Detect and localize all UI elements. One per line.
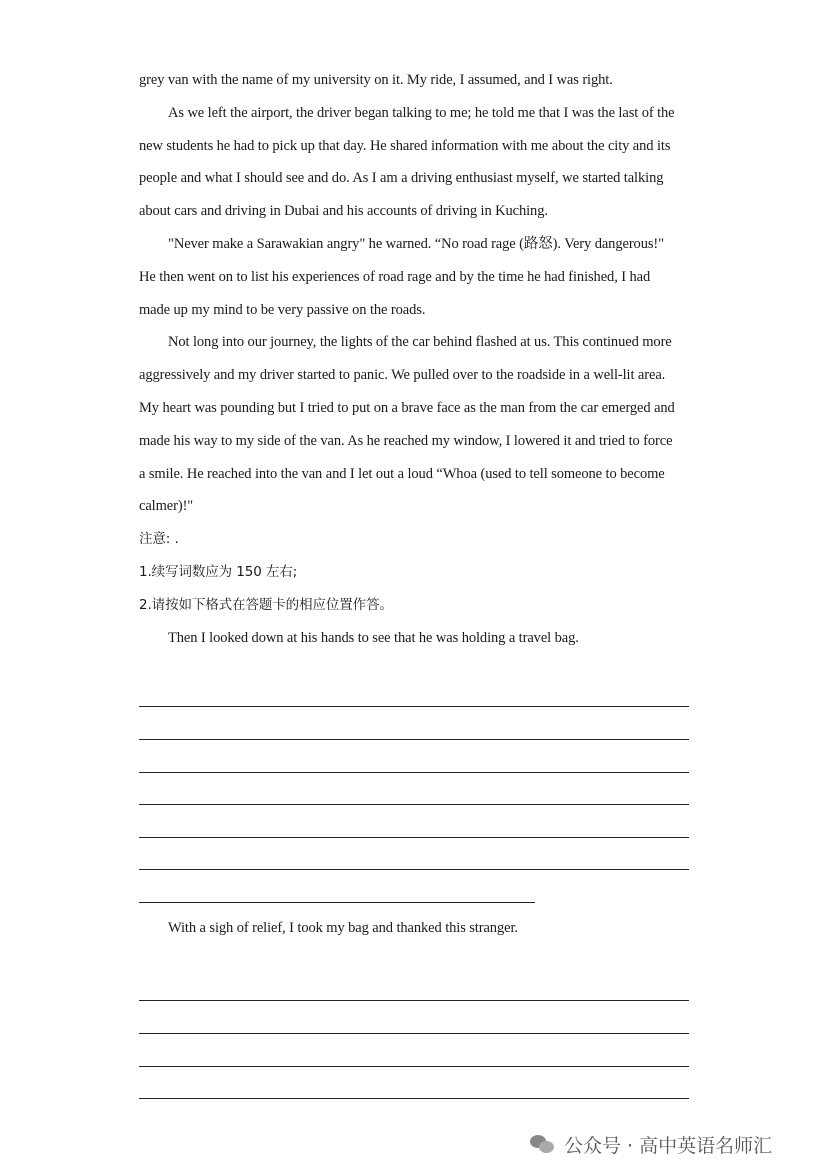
- passage-line: As we left the airport, the driver began talking to me; he told me that I was the last of the: [168, 104, 675, 121]
- watermark: [530, 1128, 820, 1160]
- writing-line: [139, 1033, 689, 1034]
- writing-line: [139, 1066, 689, 1067]
- passage-line: new students he had to pick up that day. He shared information with me about the city and its: [139, 137, 671, 154]
- document-page: [139, 64, 691, 654]
- passage-line: people and what I should see and do. As I am a driving enthusiast myself, we started talking: [139, 170, 664, 187]
- watermark-text: 公众号 · 高中英语名师汇: [564, 1134, 773, 1157]
- passage-line: made up my mind to be very passive on the roads.: [139, 301, 426, 318]
- notes-item: 2.请按如下格式在答题卡的相应位置作答。: [139, 596, 393, 613]
- writing-line: [139, 869, 689, 870]
- paragraph-2-prompt: With a sigh of relief, I took my bag and thanked this stranger.: [168, 920, 518, 936]
- wechat-icon: [530, 1133, 556, 1155]
- writing-line: [139, 837, 689, 838]
- writing-line: [139, 772, 689, 773]
- passage-line: a smile. He reached into the van and I let out a loud “Whoa (used to tell someone to become: [139, 465, 665, 482]
- passage-line: grey van with the name of my university on it. My ride, I assumed, and I was right.: [139, 72, 613, 88]
- passage-line: made his way to my side of the van. As he reached my window, I lowered it and tried to force: [139, 432, 673, 449]
- passage-line: My heart was pounding but I tried to put on a brave face as the man from the car emerged and: [139, 399, 675, 416]
- writing-line: [139, 1098, 689, 1099]
- writing-line: [139, 902, 535, 903]
- writing-line: [139, 1000, 689, 1001]
- passage-line: He then went on to list his experiences of road rage and by the time he had finished, I had: [139, 268, 651, 285]
- passage-line: aggressively and my driver started to panic. We pulled over to the roadside in a well-lit area.: [139, 367, 666, 384]
- writing-line: [139, 739, 689, 740]
- writing-line: [139, 706, 689, 707]
- notes-heading: 注意: .: [139, 531, 179, 548]
- passage-line: calmer)!": [139, 498, 194, 515]
- passage-line: "Never make a Sarawakian angry" he warned. “No road rage (路怒). Very dangerous!": [168, 235, 664, 252]
- writing-line: [139, 804, 689, 805]
- passage-line: about cars and driving in Dubai and his accounts of driving in Kuching.: [139, 203, 548, 220]
- notes-item: 1.续写词数应为 150 左右;: [139, 563, 298, 580]
- passage-line: Not long into our journey, the lights of the car behind flashed at us. This continued more: [168, 334, 672, 351]
- paragraph-1-prompt: Then I looked down at his hands to see that he was holding a travel bag.: [168, 629, 579, 646]
